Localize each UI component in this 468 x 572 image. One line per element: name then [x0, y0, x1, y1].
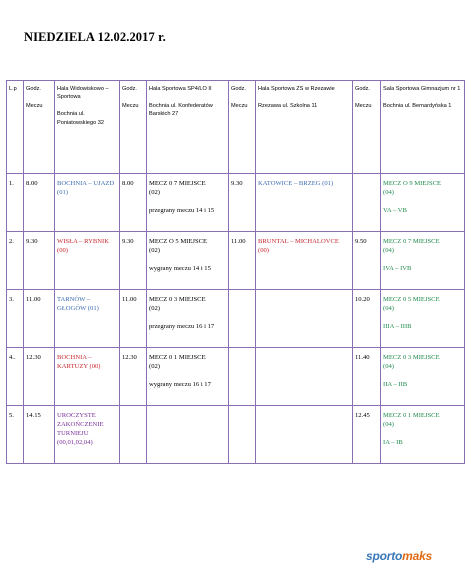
- header-meczu: Meczu: [231, 103, 248, 110]
- match-cell: [256, 290, 353, 348]
- match-group: (02): [149, 363, 160, 370]
- match-group: (02): [149, 247, 160, 254]
- match-time: 12.30: [24, 348, 55, 406]
- match-title: MECZ 0 3 MIEJSCE: [149, 296, 206, 303]
- match-group: (04): [383, 247, 394, 254]
- match-cell: [381, 290, 465, 348]
- match-time: 8.00: [120, 174, 147, 232]
- match-time: 10.20: [353, 290, 381, 348]
- header-lp-text: L.p: [9, 86, 17, 92]
- match-cell: [256, 348, 353, 406]
- row-number: 1.: [7, 174, 24, 232]
- logo-part-1: sporto: [366, 549, 403, 563]
- match-title: MECZ O 5 MIEJSCE: [149, 238, 208, 245]
- match-title: MECZ 0 7 MIEJSCE: [383, 238, 440, 245]
- match-cell: [381, 348, 465, 406]
- match-cell: [256, 406, 353, 464]
- table-row: [7, 290, 465, 348]
- row-number: 5.: [7, 406, 24, 464]
- match-time: 11.00: [120, 290, 147, 348]
- match-cell: [381, 174, 465, 232]
- match-note: IA – IB: [383, 439, 403, 446]
- match-cell: BOCHNIA – UJAZD (01): [55, 174, 120, 232]
- match-group: (02): [149, 305, 160, 312]
- match-time: 9.30: [24, 232, 55, 290]
- hall-address: Bochnia ul. Konfederatów Barskich 27: [149, 103, 213, 118]
- match-note: IVA – IVB: [383, 265, 412, 272]
- header-lp: [7, 81, 24, 174]
- schedule-table: [6, 80, 465, 464]
- hall-address: Bochnia ul. Bernardyńska 1: [383, 103, 452, 110]
- match-cell: [147, 174, 229, 232]
- hall-address: Rzezawa ul. Szkolna 11: [258, 103, 318, 110]
- match-title: MECZ 0 1 MIEJSCE: [149, 354, 206, 361]
- match-note: wygrany meczu 16 i 17: [149, 381, 211, 388]
- match-cell: TARNÓW – GŁOGÓW (01): [55, 290, 120, 348]
- header-godz: Godz.: [231, 86, 246, 92]
- header-hall-2: [147, 81, 229, 174]
- hall-address: Bochnia ul. Poniatowskiego 32: [57, 111, 104, 126]
- match-note: przegrany meczu 16 i 17: [149, 323, 215, 330]
- table-row: [7, 406, 465, 464]
- header-time-4: [353, 81, 381, 174]
- hall-name: Sala Sportowa Gimnazjum nr 1: [383, 86, 461, 92]
- header-time-2: [120, 81, 147, 174]
- match-group: (04): [383, 189, 394, 196]
- match-title: MECZ O 9 MIEJSCE: [383, 180, 442, 187]
- match-time: 11.00: [229, 232, 256, 290]
- match-time: 11.40: [353, 348, 381, 406]
- match-title: MECZ 0 5 MIEJSCE: [383, 296, 440, 303]
- header-hall-1: [55, 81, 120, 174]
- header-hall-3: [256, 81, 353, 174]
- match-time: [229, 348, 256, 406]
- header-row: [7, 81, 465, 174]
- match-time: 11.00: [24, 290, 55, 348]
- match-cell: [381, 232, 465, 290]
- match-note: przegrany meczu 14 i 15: [149, 207, 215, 214]
- match-note: IIIA – IIIB: [383, 323, 412, 330]
- match-cell: KATOWICE – BRZEG (01): [256, 174, 353, 232]
- match-title: MECZ 0 1 MIEJSCE: [383, 412, 440, 419]
- table-row: [7, 348, 465, 406]
- match-title: MECZ 0 3 MIEJSCE: [383, 354, 440, 361]
- match-note: IIA – IIB: [383, 381, 408, 388]
- match-cell: BOCHNIA – KARTUZY (00): [55, 348, 120, 406]
- hall-name: Hala Widowiskowo – Sportowa: [57, 86, 109, 101]
- match-time: 9.30: [229, 174, 256, 232]
- row-number: 4..: [7, 348, 24, 406]
- row-number: 3.: [7, 290, 24, 348]
- match-cell: [147, 348, 229, 406]
- header-godz: Godz.: [355, 86, 370, 92]
- header-godz: Godz.: [122, 86, 137, 92]
- match-time: [120, 406, 147, 464]
- header-meczu: Meczu: [26, 103, 43, 110]
- match-title: MECZ 0 7 MIEJSCE: [149, 180, 206, 187]
- table-row: [7, 174, 465, 232]
- match-time: 9.50: [353, 232, 381, 290]
- header-godz: Godz.: [26, 86, 41, 92]
- match-cell: UROCZYSTE ZAKOŃCZENIE TURNIEJU (00,01,02,04): [55, 406, 120, 464]
- match-time: [229, 290, 256, 348]
- match-note: wygrany meczu 14 i 15: [149, 265, 211, 272]
- sportomaks-logo: [366, 549, 432, 563]
- header-time-3: [229, 81, 256, 174]
- logo-part-2: maks: [402, 549, 433, 563]
- table-row: [7, 232, 465, 290]
- match-cell: [147, 406, 229, 464]
- header-meczu: Meczu: [122, 103, 139, 110]
- match-group: (04): [383, 305, 394, 312]
- match-group: (04): [383, 421, 394, 428]
- match-time: 14.15: [24, 406, 55, 464]
- match-cell: [147, 290, 229, 348]
- header-time-1: [24, 81, 55, 174]
- match-time: 12.30: [120, 348, 147, 406]
- match-cell: BRUNTAL – MICHALOVCE (00): [256, 232, 353, 290]
- header-meczu: Meczu: [355, 103, 372, 110]
- row-number: 2.: [7, 232, 24, 290]
- match-time: [353, 174, 381, 232]
- match-cell: [381, 406, 465, 464]
- hall-name: Hala Sportowa ZS w Rzezawie: [258, 86, 335, 92]
- match-cell: WISŁA – RYBNIK (00): [55, 232, 120, 290]
- hall-name: Hala Sportowa SP4/LO II: [149, 86, 212, 92]
- match-group: (02): [149, 189, 160, 196]
- match-time: 12.45: [353, 406, 381, 464]
- match-cell: [147, 232, 229, 290]
- match-time: 8.00: [24, 174, 55, 232]
- page-title: NIEDZIELA 12.02.2017 r.: [24, 30, 166, 44]
- match-group: (04): [383, 363, 394, 370]
- match-note: VA – VB: [383, 207, 407, 214]
- match-time: 9.30: [120, 232, 147, 290]
- match-time: [229, 406, 256, 464]
- header-hall-4: [381, 81, 465, 174]
